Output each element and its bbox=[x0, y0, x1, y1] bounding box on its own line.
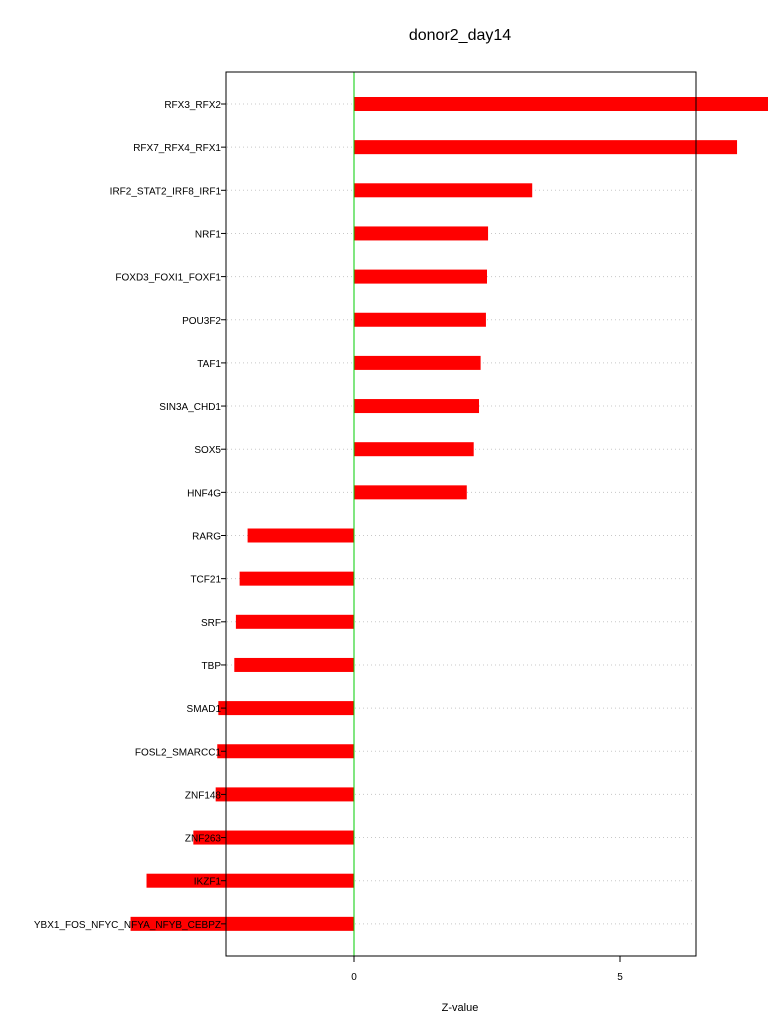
x-tick-label: 0 bbox=[351, 972, 357, 983]
category-label: NRF1 bbox=[194, 229, 221, 241]
category-label: SOX5 bbox=[194, 445, 221, 457]
category-label: RFX7_RFX4_RFX1 bbox=[133, 143, 221, 155]
bar-fosl2-smarcc1 bbox=[217, 744, 354, 758]
bar-znf148 bbox=[216, 787, 354, 801]
bar-irf2-stat2-irf8-irf1 bbox=[354, 183, 532, 197]
bar-rfx3-rfx2 bbox=[354, 97, 768, 111]
bar-tcf21 bbox=[240, 572, 354, 586]
category-labels bbox=[34, 100, 226, 931]
category-label: HNF4G bbox=[187, 488, 221, 500]
bar-srf bbox=[236, 615, 354, 629]
x-tick-label: 5 bbox=[617, 972, 623, 983]
category-label: ZNF148 bbox=[184, 790, 221, 802]
bar-sin3a-chd1 bbox=[354, 399, 479, 413]
category-label: TBP bbox=[201, 660, 221, 672]
bar-rfx7-rfx4-rfx1 bbox=[354, 140, 737, 154]
x-axis-title: Z-value bbox=[441, 1002, 479, 1014]
category-label: POU3F2 bbox=[182, 315, 221, 327]
plot-frame bbox=[226, 72, 696, 956]
category-label: SIN3A_CHD1 bbox=[159, 402, 221, 414]
bar-sox5 bbox=[354, 442, 474, 456]
category-label: FOSL2_SMARCC1 bbox=[134, 747, 221, 759]
category-label: RFX3_RFX2 bbox=[164, 100, 221, 111]
x-axis bbox=[351, 956, 768, 983]
chart-title: donor2_day14 bbox=[408, 27, 512, 44]
bar-foxd3-foxi1-foxf1 bbox=[354, 270, 487, 284]
category-label: IKZF1 bbox=[193, 876, 221, 888]
category-label: YBX1_FOS_NFYC_NFYA_NFYB_CEBPZ bbox=[33, 919, 221, 931]
category-label: SMAD1 bbox=[186, 704, 221, 716]
bar-rarg bbox=[248, 529, 354, 543]
category-label: SRF bbox=[201, 617, 221, 629]
bar-taf1 bbox=[354, 356, 481, 370]
bar-ikzf1 bbox=[147, 874, 354, 888]
bar-smad1 bbox=[218, 701, 354, 715]
bar-nrf1 bbox=[354, 226, 488, 240]
bar-hnf4g bbox=[354, 485, 467, 499]
category-label: TCF21 bbox=[190, 574, 221, 586]
category-label: FOXD3_FOXI1_FOXF1 bbox=[115, 272, 221, 284]
category-label: ZNF263 bbox=[184, 833, 221, 845]
bar-tbp bbox=[234, 658, 354, 672]
bar-pou3f2 bbox=[354, 313, 486, 327]
category-label: IRF2_STAT2_IRF8_IRF1 bbox=[109, 186, 221, 198]
category-label: RARG bbox=[192, 531, 221, 543]
category-label: TAF1 bbox=[197, 358, 221, 370]
